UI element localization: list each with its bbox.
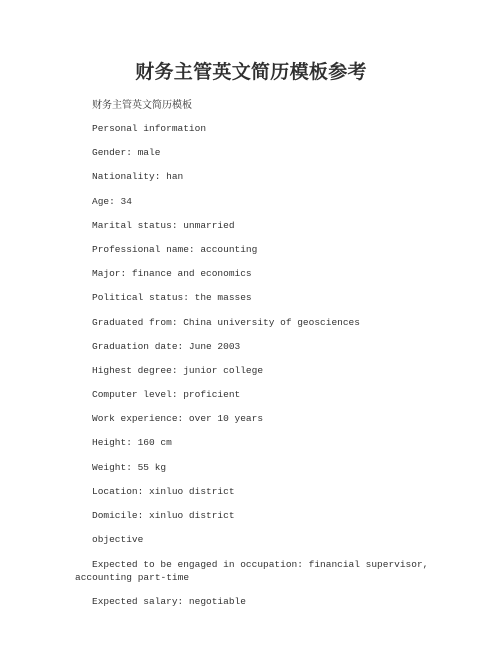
resume-line-expected-salary: Expected salary: negotiable [92,595,246,607]
resume-line-professional-name: Professional name: accounting [92,243,258,255]
resume-line-computer-level: Computer level: proficient [92,389,241,401]
resume-lines [0,123,502,620]
resume-line-nationality: Nationality: han [92,171,184,183]
document-subtitle: 财务主管英文简历模板 [92,100,192,111]
resume-line-marital-status: Marital status: unmarried [92,219,235,231]
resume-line-highest-degree: Highest degree: junior college [92,364,264,376]
resume-line-work-experience: Work experience: over 10 years [92,413,264,425]
section-heading-personal-information: Personal information [92,123,207,134]
section-heading-objective: objective [92,534,144,546]
document-title: 财务主管英文简历模板参考 [135,61,367,83]
resume-line-height: Height: 160 cm [92,437,172,449]
resume-line-location: Location: xinluo district [92,485,235,497]
resume-line-political-status: Political status: the masses [92,292,252,304]
resume-line-graduated-from: Graduated from: China university of geosciences [92,316,360,328]
resume-line-weight: Weight: 55 kg [92,461,167,473]
resume-line-major: Major: finance and economics [92,268,252,280]
resume-line-age: Age: 34 [92,195,132,207]
resume-line-domicile: Domicile: xinluo district [92,510,235,521]
resume-line-graduation-date: Graduation date: June 2003 [92,340,241,352]
resume-line-expected-occupation: Expected to be engaged in occupation: financial supervisor, accounting part-time [75,559,429,584]
resume-line-gender: Gender: male [92,147,161,159]
